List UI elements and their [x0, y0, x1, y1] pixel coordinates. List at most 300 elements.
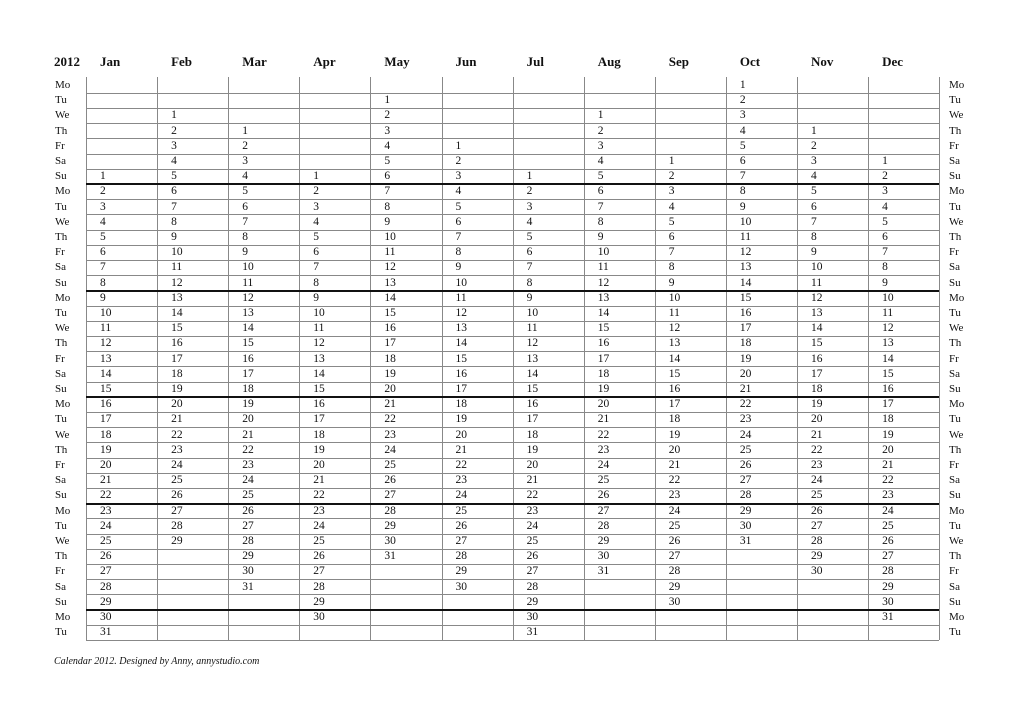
weekday-label-left: We	[55, 215, 70, 228]
day-cell: 10	[668, 291, 681, 304]
weekday-label-right: Tu	[949, 307, 961, 319]
grid-row-line	[86, 625, 939, 626]
day-cell: 8	[384, 200, 391, 213]
day-cell: 23	[313, 504, 325, 517]
weekday-label-left: Fr	[55, 139, 65, 152]
day-cell: 30	[739, 519, 752, 532]
day-cell: 25	[100, 535, 112, 547]
day-cell: 19	[171, 383, 183, 395]
weekday-label-left: Th	[55, 337, 68, 350]
day-cell: 7	[242, 215, 248, 228]
day-cell: 2	[100, 185, 106, 198]
day-cell: 7	[882, 246, 888, 259]
day-cell: 20	[597, 398, 610, 411]
day-cell: 10	[384, 231, 396, 243]
day-cell: 5	[171, 170, 177, 183]
weekday-label-right: We	[949, 215, 964, 228]
day-cell: 29	[597, 535, 610, 547]
day-cell: 29	[313, 595, 325, 608]
day-cell: 17	[739, 322, 752, 335]
weekday-label-left: Tu	[55, 200, 67, 213]
day-cell: 17	[526, 413, 539, 426]
grid-column-line	[868, 77, 869, 640]
day-cell: 13	[171, 291, 183, 304]
weekday-label-right: Fr	[949, 459, 959, 471]
day-cell: 24	[597, 459, 610, 471]
day-cell: 21	[171, 413, 183, 426]
day-cell: 16	[882, 383, 894, 395]
day-cell: 25	[882, 519, 894, 532]
weekday-label-left: Su	[55, 383, 67, 395]
day-cell: 26	[384, 474, 396, 487]
day-cell: 1	[171, 109, 177, 122]
grid-column-line	[726, 77, 727, 640]
day-cell: 8	[455, 246, 462, 259]
day-cell: 29	[384, 519, 396, 532]
day-cell: 3	[526, 200, 533, 213]
day-cell: 29	[811, 550, 823, 563]
weekday-label-right: Sa	[949, 474, 960, 487]
day-cell: 7	[313, 261, 320, 274]
day-cell: 5	[455, 200, 462, 213]
weekday-label-left: Mo	[55, 185, 71, 198]
day-cell: 14	[242, 322, 254, 335]
day-cell: 14	[455, 337, 467, 350]
weekday-label-left: Sa	[55, 474, 66, 487]
day-cell: 5	[597, 170, 604, 183]
day-cell: 5	[384, 155, 391, 167]
day-cell: 7	[668, 246, 675, 259]
grid-column-line	[939, 77, 940, 640]
grid-row-line	[86, 108, 939, 109]
day-cell: 9	[100, 291, 106, 304]
day-cell: 5	[242, 185, 248, 198]
day-cell: 27	[526, 565, 539, 578]
day-cell: 10	[455, 276, 467, 289]
weekday-label-right: Su	[949, 276, 961, 289]
day-cell: 28	[455, 550, 467, 563]
month-header: Aug	[597, 54, 621, 69]
day-cell: 19	[811, 398, 823, 411]
month-header: Jul	[526, 54, 544, 69]
day-cell: 16	[455, 367, 467, 380]
day-cell: 9	[171, 231, 177, 243]
day-cell: 8	[739, 185, 746, 198]
day-cell: 6	[739, 155, 746, 167]
day-cell: 6	[811, 200, 817, 213]
day-cell: 30	[384, 535, 396, 547]
day-cell: 2	[455, 155, 462, 167]
day-cell: 26	[100, 550, 112, 563]
day-cell: 1	[597, 109, 604, 122]
day-cell: 4	[739, 124, 746, 137]
day-cell: 17	[384, 337, 396, 350]
day-cell: 12	[242, 291, 254, 304]
day-cell: 26	[455, 519, 467, 532]
day-cell: 29	[100, 595, 112, 608]
month-header: Sep	[668, 54, 690, 69]
day-cell: 26	[739, 459, 752, 471]
day-cell: 15	[739, 291, 752, 304]
day-cell: 11	[597, 261, 609, 274]
weekday-label-right: Tu	[949, 626, 961, 639]
day-cell: 2	[526, 185, 533, 198]
day-cell: 10	[171, 246, 183, 259]
day-cell: 7	[100, 261, 106, 274]
month-header: Dec	[882, 54, 904, 69]
day-cell: 9	[242, 246, 248, 259]
weekday-label-left: Th	[55, 124, 68, 137]
day-cell: 27	[882, 550, 894, 563]
day-cell: 13	[384, 276, 396, 289]
day-cell: 28	[597, 519, 610, 532]
day-cell: 30	[882, 595, 894, 608]
weekday-label-left: Su	[55, 276, 67, 289]
grid-column-line	[797, 77, 798, 640]
day-cell: 13	[100, 352, 112, 365]
day-cell: 18	[242, 383, 254, 395]
day-cell: 16	[739, 307, 752, 319]
day-cell: 20	[100, 459, 112, 471]
day-cell: 15	[811, 337, 823, 350]
day-cell: 8	[597, 215, 604, 228]
day-cell: 7	[384, 185, 391, 198]
day-cell: 21	[313, 474, 325, 487]
day-cell: 10	[242, 261, 254, 274]
day-cell: 24	[242, 474, 254, 487]
weekday-label-right: We	[949, 535, 964, 547]
weekday-label-left: Fr	[55, 565, 65, 578]
day-cell: 18	[668, 413, 681, 426]
day-cell: 12	[171, 276, 183, 289]
day-cell: 28	[242, 535, 254, 547]
day-cell: 29	[242, 550, 254, 563]
day-cell: 22	[597, 428, 610, 441]
day-cell: 15	[384, 307, 396, 319]
day-cell: 1	[739, 79, 746, 91]
day-cell: 18	[455, 398, 467, 411]
day-cell: 31	[882, 611, 894, 623]
day-cell: 16	[100, 398, 112, 411]
day-cell: 3	[811, 155, 817, 167]
day-cell: 3	[100, 200, 106, 213]
day-cell: 22	[100, 489, 112, 502]
day-cell: 14	[171, 307, 183, 319]
weekday-label-right: Tu	[949, 94, 961, 107]
day-cell: 10	[313, 307, 325, 319]
day-cell: 19	[882, 428, 894, 441]
day-cell: 11	[455, 291, 467, 304]
day-cell: 31	[597, 565, 610, 578]
weekday-label-right: Sa	[949, 261, 960, 274]
day-cell: 28	[811, 535, 823, 547]
day-cell: 19	[242, 398, 254, 411]
day-cell: 30	[526, 611, 539, 623]
day-cell: 17	[242, 367, 254, 380]
day-cell: 20	[811, 413, 823, 426]
weekday-label-left: Tu	[55, 307, 67, 319]
day-cell: 19	[597, 383, 610, 395]
day-cell: 11	[811, 276, 823, 289]
day-cell: 9	[597, 231, 604, 243]
weekday-label-right: Th	[949, 231, 962, 243]
day-cell: 24	[526, 519, 539, 532]
day-cell: 27	[313, 565, 325, 578]
day-cell: 8	[242, 231, 248, 243]
weekday-label-left: Mo	[55, 504, 71, 517]
day-cell: 6	[100, 246, 106, 259]
weekday-label-left: Sa	[55, 155, 66, 167]
day-cell: 30	[313, 611, 325, 623]
day-cell: 3	[668, 185, 675, 198]
month-header: May	[384, 54, 410, 69]
day-cell: 13	[526, 352, 539, 365]
day-cell: 15	[313, 383, 325, 395]
day-cell: 15	[171, 322, 183, 335]
day-cell: 5	[526, 231, 533, 243]
weekday-label-right: Fr	[949, 139, 959, 152]
weekday-label-left: Su	[55, 489, 67, 502]
day-cell: 12	[668, 322, 681, 335]
weekday-label-left: We	[55, 322, 70, 335]
grid-column-line	[442, 77, 443, 640]
day-cell: 21	[882, 459, 894, 471]
weekday-label-left: We	[55, 535, 70, 547]
day-cell: 24	[668, 504, 681, 517]
grid-column-line	[299, 77, 300, 640]
day-cell: 8	[882, 261, 888, 274]
day-cell: 26	[526, 550, 539, 563]
day-cell: 30	[242, 565, 254, 578]
weekday-label-left: Sa	[55, 367, 66, 380]
day-cell: 27	[242, 519, 254, 532]
day-cell: 19	[384, 367, 396, 380]
day-cell: 25	[242, 489, 254, 502]
day-cell: 23	[597, 443, 610, 456]
day-cell: 21	[739, 383, 752, 395]
day-cell: 5	[668, 215, 675, 228]
day-cell: 9	[668, 276, 675, 289]
day-cell: 26	[242, 504, 254, 517]
day-cell: 12	[739, 246, 752, 259]
day-cell: 20	[171, 398, 183, 411]
day-cell: 1	[100, 170, 106, 183]
grid-column-line	[584, 77, 585, 640]
weekday-label-right: We	[949, 428, 964, 441]
month-header: Nov	[811, 54, 834, 69]
weekday-label-right: Th	[949, 337, 962, 350]
day-cell: 5	[882, 215, 888, 228]
day-cell: 12	[526, 337, 539, 350]
day-cell: 4	[668, 200, 675, 213]
day-cell: 16	[171, 337, 183, 350]
day-cell: 20	[882, 443, 894, 456]
day-cell: 28	[384, 504, 396, 517]
day-cell: 25	[739, 443, 752, 456]
day-cell: 16	[668, 383, 681, 395]
day-cell: 6	[455, 215, 462, 228]
day-cell: 3	[882, 185, 888, 198]
day-cell: 22	[882, 474, 894, 487]
day-cell: 21	[455, 443, 467, 456]
weekday-label-right: Sa	[949, 580, 960, 593]
day-cell: 10	[597, 246, 610, 259]
day-cell: 7	[526, 261, 533, 274]
day-cell: 31	[242, 580, 254, 593]
weekday-label-right: Mo	[949, 79, 965, 91]
day-cell: 24	[455, 489, 467, 502]
day-cell: 18	[100, 428, 112, 441]
day-cell: 7	[811, 215, 817, 228]
day-cell: 31	[384, 550, 396, 563]
day-cell: 6	[526, 246, 533, 259]
day-cell: 9	[882, 276, 888, 289]
day-cell: 9	[739, 200, 746, 213]
day-cell: 20	[739, 367, 752, 380]
day-cell: 21	[100, 474, 112, 487]
weekday-label-right: Su	[949, 383, 961, 395]
day-cell: 1	[811, 124, 817, 137]
day-cell: 21	[384, 398, 396, 411]
day-cell: 8	[100, 276, 106, 289]
day-cell: 8	[668, 261, 675, 274]
day-cell: 25	[171, 474, 183, 487]
day-cell: 30	[668, 595, 681, 608]
day-cell: 28	[668, 565, 681, 578]
day-cell: 9	[455, 261, 462, 274]
weekday-label-right: Fr	[949, 352, 959, 365]
day-cell: 26	[811, 504, 823, 517]
day-cell: 31	[739, 535, 752, 547]
day-cell: 11	[668, 307, 680, 319]
day-cell: 4	[811, 170, 817, 183]
grid-column-line	[86, 77, 87, 640]
day-cell: 14	[811, 322, 823, 335]
weekday-label-left: We	[55, 428, 70, 441]
day-cell: 16	[811, 352, 823, 365]
day-cell: 17	[171, 352, 183, 365]
day-cell: 17	[455, 383, 467, 395]
year-label: 2012	[54, 54, 80, 69]
day-cell: 2	[811, 139, 817, 152]
day-cell: 21	[242, 428, 254, 441]
day-cell: 9	[526, 291, 533, 304]
day-cell: 15	[597, 322, 610, 335]
day-cell: 1	[526, 170, 533, 183]
day-cell: 23	[384, 428, 396, 441]
day-cell: 21	[811, 428, 823, 441]
day-cell: 24	[100, 519, 112, 532]
day-cell: 29	[882, 580, 894, 593]
day-cell: 22	[384, 413, 396, 426]
day-cell: 12	[811, 291, 823, 304]
day-cell: 18	[526, 428, 539, 441]
day-cell: 18	[384, 352, 396, 365]
day-cell: 2	[882, 170, 888, 183]
month-header: Oct	[739, 54, 761, 69]
day-cell: 19	[313, 443, 325, 456]
weekday-label-left: Mo	[55, 398, 71, 411]
day-cell: 18	[597, 367, 610, 380]
day-cell: 27	[384, 489, 396, 502]
day-cell: 5	[100, 231, 106, 243]
day-cell: 20	[526, 459, 539, 471]
day-cell: 7	[171, 200, 177, 213]
day-cell: 1	[242, 124, 248, 137]
weekday-label-left: Sa	[55, 261, 66, 274]
day-cell: 14	[100, 367, 112, 380]
day-cell: 15	[100, 383, 112, 395]
day-cell: 1	[313, 170, 320, 183]
day-cell: 24	[882, 504, 894, 517]
day-cell: 8	[313, 276, 320, 289]
day-cell: 11	[171, 261, 183, 274]
weekday-label-right: Sa	[949, 367, 960, 380]
weekday-label-left: Su	[55, 170, 67, 183]
day-cell: 14	[313, 367, 325, 380]
weekday-label-right: Su	[949, 170, 961, 183]
day-cell: 3	[313, 200, 320, 213]
day-cell: 23	[811, 459, 823, 471]
day-cell: 22	[455, 459, 467, 471]
day-cell: 6	[597, 185, 604, 198]
day-cell: 26	[171, 489, 183, 502]
day-cell: 27	[811, 519, 823, 532]
day-cell: 24	[313, 519, 325, 532]
weekday-label-right: Mo	[949, 291, 965, 304]
day-cell: 3	[171, 139, 177, 152]
day-cell: 19	[668, 428, 681, 441]
day-cell: 1	[668, 155, 675, 167]
weekday-label-left: Mo	[55, 611, 71, 623]
day-cell: 22	[171, 428, 183, 441]
day-cell: 17	[882, 398, 894, 411]
day-cell: 4	[242, 170, 248, 183]
day-cell: 24	[739, 428, 752, 441]
weekday-label-right: Th	[949, 443, 962, 456]
weekday-label-right: We	[949, 322, 964, 335]
day-cell: 21	[597, 413, 610, 426]
day-cell: 11	[739, 231, 751, 243]
day-cell: 11	[242, 276, 254, 289]
day-cell: 18	[739, 337, 752, 350]
month-header: Apr	[313, 54, 336, 69]
day-cell: 14	[739, 276, 752, 289]
day-cell: 16	[384, 322, 396, 335]
day-cell: 21	[668, 459, 681, 471]
day-cell: 4	[384, 139, 391, 152]
day-cell: 25	[313, 535, 325, 547]
day-cell: 11	[100, 322, 112, 335]
day-cell: 23	[100, 504, 112, 517]
weekday-label-right: Th	[949, 124, 962, 137]
day-cell: 15	[668, 367, 681, 380]
weekday-label-left: Tu	[55, 519, 67, 532]
grid-column-line	[513, 77, 514, 640]
day-cell: 3	[384, 124, 391, 137]
day-cell: 20	[455, 428, 467, 441]
weekday-label-right: Fr	[949, 565, 959, 578]
day-cell: 28	[882, 565, 894, 578]
day-cell: 12	[882, 322, 894, 335]
day-cell: 11	[526, 322, 538, 335]
weekday-label-right: Tu	[949, 413, 961, 426]
day-cell: 27	[739, 474, 752, 487]
day-cell: 27	[668, 550, 681, 563]
day-cell: 6	[668, 231, 675, 243]
day-cell: 13	[313, 352, 325, 365]
day-cell: 3	[455, 170, 462, 183]
